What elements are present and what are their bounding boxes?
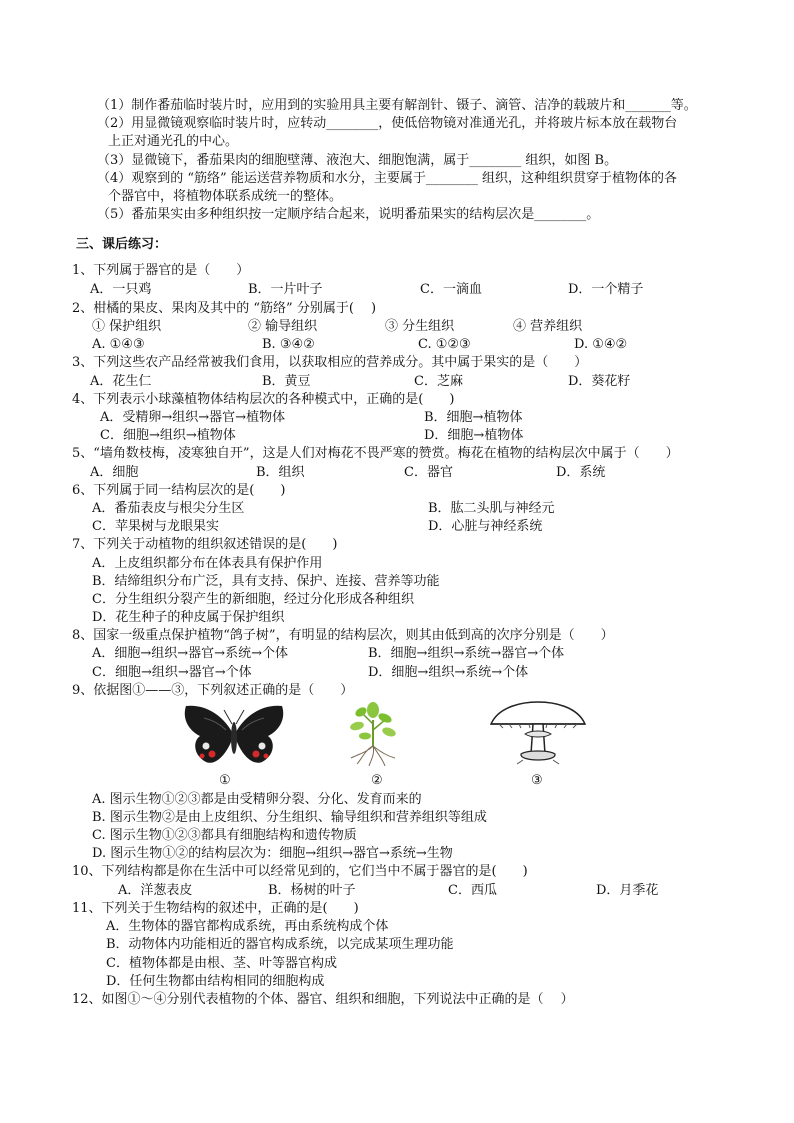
q3-option-a: A．花生仁 (90, 374, 152, 389)
q8-option-d: D．细胞→组织→系统→个体 (368, 665, 529, 680)
q10-option-c: C．西瓜 (448, 883, 497, 898)
q4-option-d: D．细胞→植物体 (424, 428, 524, 443)
q2-option-a: A. ①④③ (92, 337, 145, 352)
q11-option-a: A．生物体的器官都构成系统，再由系统构成个体 (106, 919, 389, 934)
q2-option-b: B. ③④② (262, 337, 315, 352)
q8-option-a: A．细胞→组织→器官→系统→个体 (92, 646, 288, 661)
q7-option-d: D．花生种子的种皮属于保护组织 (92, 610, 285, 625)
q5-option-c: C．器官 (404, 465, 453, 480)
mushroom-illustration (487, 700, 589, 766)
q2-item-4: ④ 营养组织 (513, 319, 583, 334)
q1-option-d: D．一个精子 (568, 282, 644, 297)
question-7: 7、下列关于动植物的组织叙述错误的是( ) (72, 537, 338, 552)
intro-line-4: （3）显微镜下，番茄果肉的细胞壁薄、液泡大、细胞饱满，属于________ 组织，如图 B。 (97, 153, 618, 168)
q4-option-c: C．细胞→组织→植物体 (100, 428, 236, 443)
butterfly-illustration (182, 702, 286, 768)
intro-line-6: 个器官中，将植物体联系成统一的整体。 (108, 189, 343, 204)
question-2: 2、柑橘的果皮、果肉及其中的 “筋络” 分别属于( ) (72, 301, 377, 316)
q9-option-d: D. 图示生物①②的结构层次为：细胞→组织→器官→系统→生物 (92, 846, 453, 861)
q6-option-a: A．番茄表皮与根尖分生区 (92, 501, 245, 516)
q2-item-1: ① 保护组织 (92, 319, 162, 334)
q11-option-d: D．任何生物都由结构相同的细胞构成 (106, 974, 325, 989)
q8-option-b: B．细胞→组织→系统→器官→个体 (368, 646, 565, 661)
question-4: 4、下列表示小球藻植物体结构层次的各种模式中，正确的是( ) (72, 392, 455, 407)
q10-option-a: A．洋葱表皮 (118, 883, 193, 898)
q6-option-d: D．心脏与神经系统 (428, 519, 543, 534)
q2-option-d: D. ①④② (574, 337, 628, 352)
question-10: 10、下列结构都是你在生活中可以经常见到的，它们当中不属于器官的是( ) (72, 864, 528, 879)
intro-line-3: 上正对通光孔的中心。 (108, 134, 239, 149)
q5-option-b: B．组织 (256, 465, 305, 480)
intro-line-1: （1）制作番茄临时装片时，应用到的实验用具主要有解剖针、镊子、滴管、洁净的载玻片和_______等。 (97, 98, 697, 113)
intro-line-2: （2）用显微镜观察临时装片时，应转动________，使低倍物镜对准通光孔，并将玻片标本放在载物台 (97, 116, 678, 131)
q3-option-d: D．葵花籽 (568, 374, 631, 389)
q9-option-b: B. 图示生物②是由上皮组织、分生组织、输导组织和营养组织等组成 (92, 810, 487, 825)
q2-option-c: C. ①②③ (418, 337, 471, 352)
question-3: 3、下列这些农产品经常被我们食用，以获取相应的营养成分。其中属于果实的是（ ） (72, 355, 588, 370)
intro-line-7: （5）番茄果实由多种组织按一定顺序结合起来，说明番茄果实的结构层次是________。 (97, 207, 600, 222)
q2-item-2: ② 输导组织 (248, 319, 318, 334)
q3-option-b: B．黄豆 (262, 374, 311, 389)
q7-option-b: B．结缔组织分布广泛，具有支持、保护、连接、营养等功能 (92, 574, 440, 589)
q10-option-d: D．月季花 (596, 883, 659, 898)
q1-option-b: B．一片叶子 (248, 282, 323, 297)
q5-option-a: A．细胞 (90, 465, 139, 480)
q4-option-b: B．细胞→植物体 (424, 410, 523, 425)
figure-label-3: ③ (531, 773, 543, 788)
q11-option-b: B．动物体内功能相近的器官构成系统，以完成某项生理功能 (106, 937, 454, 952)
q2-item-3: ③ 分生组织 (385, 319, 455, 334)
q1-option-c: C．一滴血 (420, 282, 482, 297)
q11-option-c: C．植物体都是由根、茎、叶等器官构成 (106, 956, 337, 971)
figure-label-2: ② (371, 773, 383, 788)
section-title: 三、课后练习： (76, 237, 168, 252)
question-9: 9、依据图①——③，下列叙述正确的是（ ） (72, 683, 354, 698)
question-1: 1、下列属于器官的是（ ） (72, 263, 250, 278)
q6-option-c: C．苹果树与龙眼果实 (92, 519, 219, 534)
question-12: 12、如图①～④分别代表植物的个体、器官、组织和细胞，下列说法中正确的是（ ） (72, 992, 574, 1007)
q9-option-c: C. 图示生物①②③都具有细胞结构和遗传物质 (92, 828, 357, 843)
seedling-illustration (345, 700, 401, 768)
question-8: 8、国家一级重点保护植物“鸽子树”，有明显的结构层次，则其由低到高的次序分别是（ ） (72, 628, 614, 643)
q5-option-d: D．系统 (556, 465, 606, 480)
intro-line-5: （4）观察到的 “筋络” 能运送营养物质和水分，主要属于________ 组织，这种组织贯穿于植物体的各 (97, 171, 677, 186)
q7-option-a: A．上皮组织都分布在体表具有保护作用 (92, 556, 323, 571)
q7-option-c: C．分生组织分裂产生的新细胞，经过分化形成各种组织 (92, 592, 414, 607)
q1-option-a: A．一只鸡 (90, 282, 152, 297)
q8-option-c: C．细胞→组织→器官→个体 (92, 665, 252, 680)
q6-option-b: B．肱二头肌与神经元 (428, 501, 555, 516)
question-6: 6、下列属于同一结构层次的是( ) (72, 483, 286, 498)
q9-option-a: A. 图示生物①②③都是由受精卵分裂、分化、发育而来的 (92, 792, 422, 807)
question-11: 11、下列关于生物结构的叙述中，正确的是( ) (72, 901, 359, 916)
q4-option-a: A．受精卵→组织→器官→植物体 (100, 410, 286, 425)
question-5: 5、“墙角数枝梅，凌寒独自开”，这是人们对梅花不畏严寒的赞赏。梅花在植物的结构层次中属于（ ） (72, 446, 679, 461)
q10-option-b: B．杨树的叶子 (268, 883, 356, 898)
figure-label-1: ① (219, 773, 231, 788)
q3-option-c: C．芝麻 (414, 374, 463, 389)
